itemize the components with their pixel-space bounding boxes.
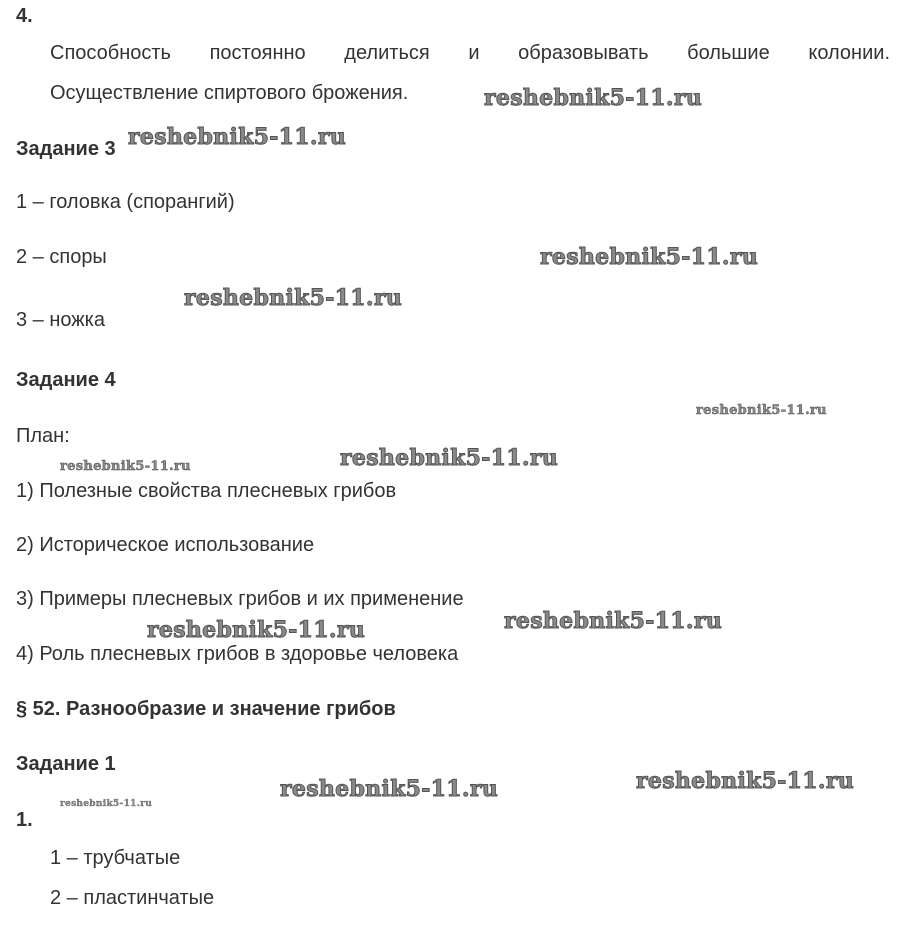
task1-title: Задание 1 (16, 753, 116, 775)
task3-item-3: 3 – ножка (16, 309, 105, 331)
watermark: reshebnik5-11.ru (184, 285, 403, 311)
section-number: 4. (16, 5, 33, 27)
watermark: reshebnik5-11.ru (340, 445, 559, 471)
watermark: reshebnik5-11.ru (696, 403, 827, 418)
watermark: reshebnik5-11.ru (128, 124, 347, 150)
task4-item-4: 4) Роль плесневых грибов в здоровье человека (16, 643, 459, 665)
watermark: reshebnik5-11.ru (147, 617, 366, 643)
watermark: reshebnik5-11.ru (60, 459, 191, 474)
task3-title: Задание 3 (16, 138, 116, 160)
watermark: reshebnik5-11.ru (636, 768, 855, 794)
task1-number: 1. (16, 809, 33, 831)
task3-item-2: 2 – споры (16, 246, 107, 268)
answer-4-line-2: Осуществление спиртового брожения. (50, 82, 409, 104)
task4-plan-label: План: (16, 425, 70, 447)
answer-4-line-1: Способность постоянно делиться и образовывать большие колонии. (50, 42, 890, 64)
watermark: reshebnik5-11.ru (280, 776, 499, 802)
task3-item-1: 1 – головка (спорангий) (16, 191, 235, 213)
watermark: reshebnik5-11.ru (504, 608, 723, 634)
task1-item-1: 1 – трубчатые (50, 847, 181, 869)
watermark: reshebnik5-11.ru (540, 244, 759, 270)
watermark: reshebnik5-11.ru (484, 85, 703, 111)
task4-item-3: 3) Примеры плесневых грибов и их применение (16, 588, 464, 610)
task1-item-2: 2 – пластинчатые (50, 887, 215, 909)
watermark: reshebnik5-11.ru (60, 799, 153, 809)
paragraph-heading: § 52. Разнообразие и значение грибов (16, 698, 396, 720)
task4-item-1: 1) Полезные свойства плесневых грибов (16, 480, 397, 502)
task4-item-2: 2) Историческое использование (16, 534, 315, 556)
task4-title: Задание 4 (16, 369, 116, 391)
